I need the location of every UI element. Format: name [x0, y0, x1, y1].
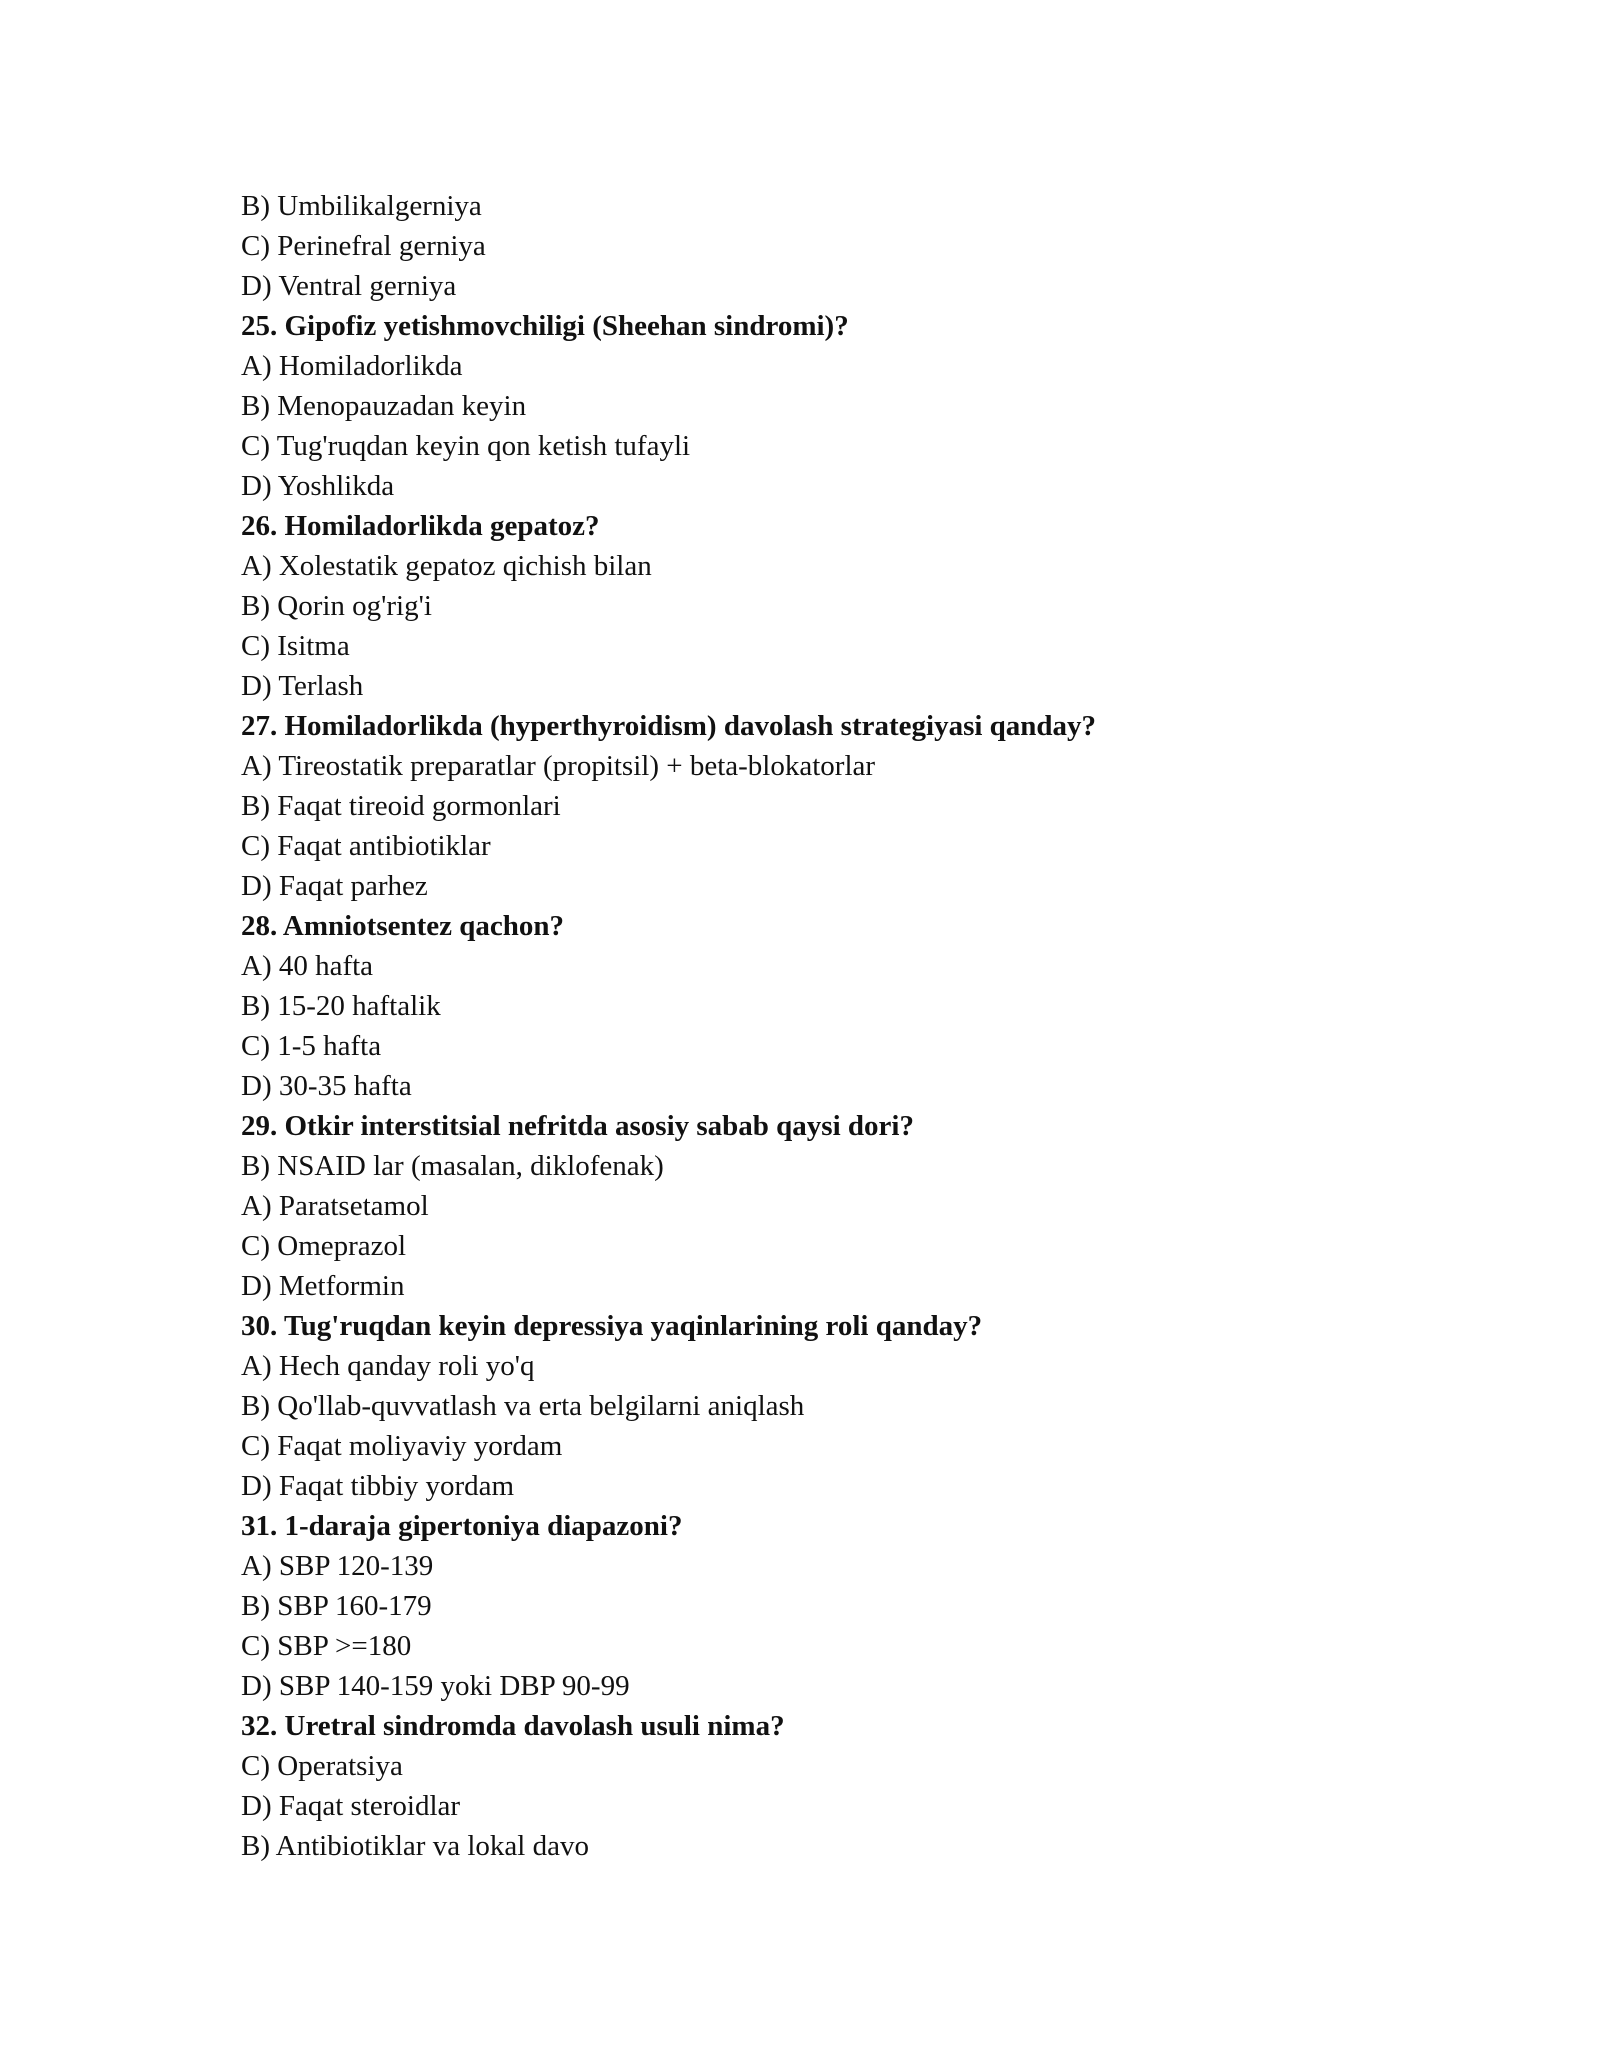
question-heading: 26. Homiladorlikda gepatoz? — [241, 510, 600, 542]
answer-option: D) 30-35 hafta — [241, 1070, 412, 1102]
answer-option: D) Metformin — [241, 1270, 405, 1302]
answer-option: D) Faqat parhez — [241, 870, 428, 902]
answer-option: C) 1-5 hafta — [241, 1030, 382, 1062]
question-heading: 29. Otkir interstitsial nefritda asosiy sabab qaysi dori? — [241, 1110, 914, 1142]
answer-option: C) Isitma — [241, 630, 350, 662]
document-body — [241, 186, 1441, 1866]
answer-option: A) SBP 120-139 — [241, 1550, 434, 1582]
answer-option: C) Faqat antibiotiklar — [241, 830, 491, 862]
answer-option: B) Umbilikalgerniya — [241, 190, 482, 222]
answer-option: B) Menopauzadan keyin — [241, 390, 527, 422]
answer-option: C) Faqat moliyaviy yordam — [241, 1430, 563, 1462]
answer-option: D) Faqat tibbiy yordam — [241, 1470, 515, 1502]
answer-option: D) Terlash — [241, 670, 364, 702]
question-heading: 27. Homiladorlikda (hyperthyroidism) davolash strategiyasi qanday? — [241, 710, 1097, 742]
answer-option: B) 15-20 haftalik — [241, 990, 441, 1022]
answer-option: C) Omeprazol — [241, 1230, 407, 1262]
answer-option: B) Qo'llab-quvvatlash va erta belgilarni aniqlash — [241, 1390, 805, 1422]
answer-option: C) Tug'ruqdan keyin qon ketish tufayli — [241, 430, 691, 462]
answer-option: A) Paratsetamol — [241, 1190, 429, 1222]
answer-option: B) SBP 160-179 — [241, 1590, 432, 1622]
answer-option: C) SBP >=180 — [241, 1630, 412, 1662]
answer-option: D) Faqat steroidlar — [241, 1790, 461, 1822]
answer-option: D) Ventral gerniya — [241, 270, 457, 302]
answer-option: B) Qorin og'rig'i — [241, 590, 432, 622]
answer-option: B) Faqat tireoid gormonlari — [241, 790, 561, 822]
answer-option: A) 40 hafta — [241, 950, 374, 982]
answer-option: A) Hech qanday roli yo'q — [241, 1350, 535, 1382]
answer-option: B) Antibiotiklar va lokal davo — [241, 1830, 589, 1862]
answer-option: A) Xolestatik gepatoz qichish bilan — [241, 550, 652, 582]
answer-option: A) Tireostatik preparatlar (propitsil) + beta-blokatorlar — [241, 750, 876, 782]
answer-option: C) Perinefral gerniya — [241, 230, 486, 262]
question-heading: 25. Gipofiz yetishmovchiligi (Sheehan sindromi)? — [241, 310, 849, 342]
question-heading: 32. Uretral sindromda davolash usuli nima? — [241, 1710, 785, 1742]
answer-option: A) Homiladorlikda — [241, 350, 463, 382]
question-heading: 30. Tug'ruqdan keyin depressiya yaqinlarining roli qanday? — [241, 1310, 983, 1342]
question-heading: 31. 1-daraja gipertoniya diapazoni? — [241, 1510, 683, 1542]
question-heading: 28. Amniotsentez qachon? — [241, 910, 565, 942]
answer-option: B) NSAID lar (masalan, diklofenak) — [241, 1150, 664, 1182]
answer-option: D) SBP 140-159 yoki DBP 90-99 — [241, 1670, 630, 1702]
answer-option: C) Operatsiya — [241, 1750, 403, 1782]
answer-option: D) Yoshlikda — [241, 470, 395, 502]
